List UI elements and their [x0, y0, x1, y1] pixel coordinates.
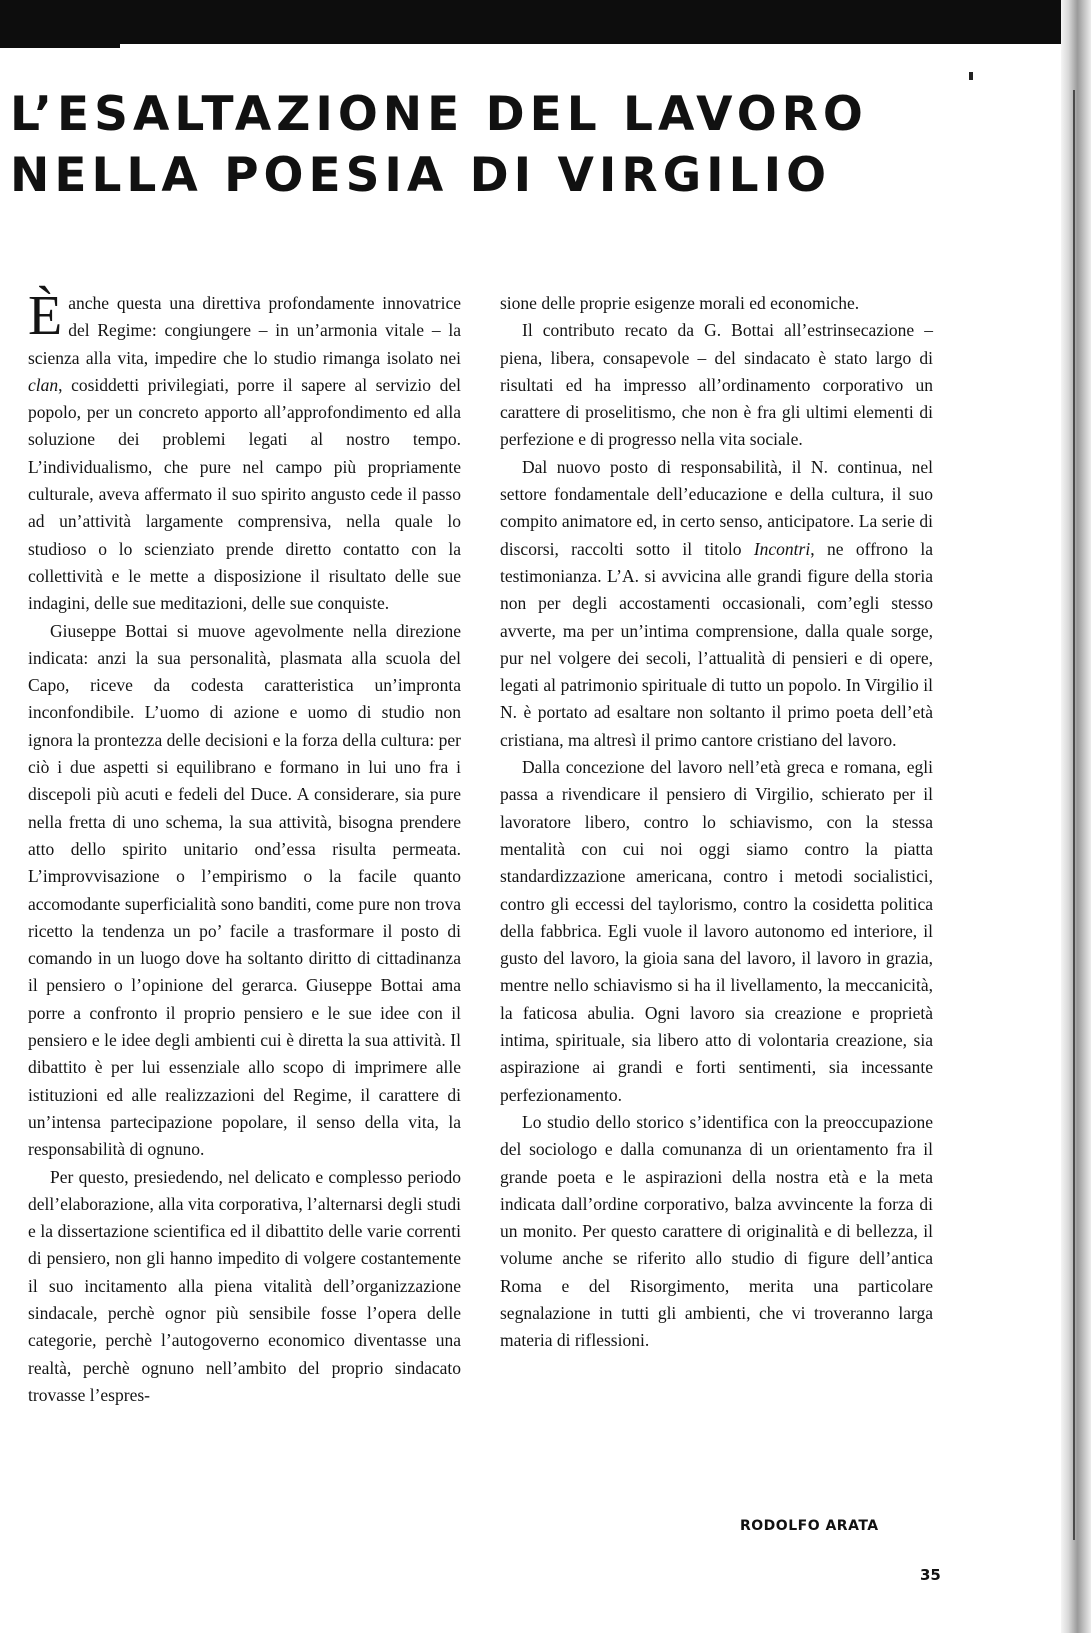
scan-dot-mark: [969, 72, 973, 80]
paragraph-6: Dalla concezione del lavoro nell’età greca e romana, egli passa a rivendicare il pensiero di Virgilio, schierato per il lavoratore libero, contro lo schiavismo, con la stessa mentalità con cui noi oggi siamo contro la piatta standardizzazione americana, contro i metodi socialistici, contro gli eccessi del taylorismo, contro la cosidetta politica della fabbrica. Egli vuole il lavoro autonomo ed interiore, il gusto del lavoro, la gioia sana del lavoro, il lavoro in grazia, mentre nello schiavismo si ha il livellamento, la meccanicità, la faticosa abulia. Ogni lavoro sia creazione e proprietà intima, spirituale, sia libero atto di volontaria creazione, sia aspirazione ai grandi e forti sentimenti, sia incessante perfezionamento.: [500, 757, 933, 1105]
scan-top-border-tail: [0, 36, 120, 48]
page-number: 35: [920, 1566, 941, 1584]
article-title: [10, 84, 1050, 206]
article-title-line-1: L’ESALTAZIONE DEL LAVORO: [10, 87, 868, 142]
paragraph-7: Lo studio dello storico s’identifica con la preoccupazione del sociologo e dalla comunanza di un orientamento fra il grande poeta e le aspirazioni della nostra età e la meta indicata dall’ordine corporativo, balza avvincente la forza di un monito. Per questo carattere di originalità e di bellezza, il volume anche se riferito allo studio di figure dell’antica Roma e del Risorgimento, merita una particolare segnalazione in tutti gli ambienti, che vi troveranno larga materia di riflessioni.: [500, 1111, 933, 1351]
author-signature: RODOLFO ARATA: [740, 1518, 879, 1534]
drop-cap: È: [28, 285, 63, 347]
article-title-line-2: NELLA POESIA DI VIRGILIO: [10, 148, 832, 203]
paragraph-1-text: anche questa una direttiva profondamente innovatrice del Regime: congiungere – in un’armonia vitale – la scienza alla vita, impedire che lo studio rimanga isolato nei clan, cosiddetti privilegiati, porre il sapere al servizio del popolo, per un concreto apporto all’approfondimento ed alla soluzione dei problemi legati al nostro tempo. L’individualismo, che pure nel campo più propriamente culturale, aveva affermato il suo spirito angusto cede il passo ad un’attività largamente comprensiva, nella quale lo studioso o lo scienziato prende diretto contatto con la collettività e le mette a disposizione il risultato delle sue indagini, delle sue meditazioni, delle sue conquiste.: [28, 293, 461, 614]
paragraph-1: [28, 285, 461, 618]
left-column: [28, 285, 461, 1409]
right-column: [500, 290, 933, 1355]
paragraph-3: Per questo, presiedendo, nel delicato e complesso periodo dell’elaborazione, alla vita corporativa, l’alternarsi degli studi e la dissertazione scientifica ed il dibattito delle varie correnti di pensiero, non gli hanno impedito di volgere costantemente il suo incitamento alla piena vitalità dell’organizzazione sindacale, perchè ognor più sensibile fosse l’opera delle categorie, perchè l’autogoverno economico diventasse una realtà, perchè ognuno nell’ambito del proprio sindacato trovasse l’espres-: [28, 1166, 461, 1405]
paragraph-2: Giuseppe Bottai si muove agevolmente nella direzione indicata: anzi la sua personalità, plasmata alla scuola del Capo, riceve da codesta caratteristica un’impronta inconfondibile. L’uomo di azione e uomo di studio non ignora la prontezza delle decisioni e la forza della cultura: per ciò i due aspetti si equilibrano e formano in lui uno fra i discepoli più acuti e fedeli del Duce. A considerare, sia pure nella fretta di uno schema, la sua attività, bisogna prendere atto dello spirito unitario ond’essa risulta permeata. L’improvvisazione o l’empirismo o la facile quanto accomodante superficialità sono banditi, come pure non trova ricetto la tendenza un po’ facile a trasformare il posto di comando in un luogo dove ha soltanto diritto di cittadinanza il pensiero o l’opinione del gerarca. Giuseppe Bottai ama porre a confronto il proprio pensiero e le sue idee con il pensiero e le idee degli ambienti cui è diretta la sua attività. Il dibattito è per lui essenziale allo scopo di imprimere alle istituzioni ed alle realizzazioni del Regime, il carattere di un’intensa partecipazione popolare, il senso della vita, la responsabilità di ognuno.: [28, 620, 461, 1160]
paragraph-5: Dal nuovo posto di responsabilità, il N. continua, nel settore fondamentale dell’educazione e della cultura, il suo compito animatore ed, in certo senso, anticipatore. La serie di discorsi, raccolti sotto il titolo Incontri, ne offrono la testimonianza. L’A. si avvicina alle grandi figure della storia non per degli accostamenti occasionali, com’egli stesso avverte, ma per un’intima comprensione, dalla quale sorge, pur nel volgere dei secoli, l’attualità di pensieri e di opere, legati al patrimonio spirituale di tutto un popolo. In Virgilio il N. è portato ad esaltare non soltanto il primo poeta dell’età cristiana, ma altresì il primo cantore cristiano del lavoro.: [500, 456, 933, 750]
scan-page-edge: [1061, 0, 1091, 1633]
paragraph-3-continued: sione delle proprie esigenze morali ed economiche.: [500, 293, 860, 313]
paragraph-4: Il contributo recato da G. Bottai all’estrinsecazione – piena, libera, consapevole – del sindacato è stato largo di risultati ed ha impresso all’ordinamento corporativo un carattere di proselitismo, che non è fra gli ultimi elementi di perfezione e di progresso nella vita sociale.: [500, 320, 933, 450]
scan-binding-line: [1073, 90, 1075, 1540]
scan-top-border: [0, 0, 1065, 44]
